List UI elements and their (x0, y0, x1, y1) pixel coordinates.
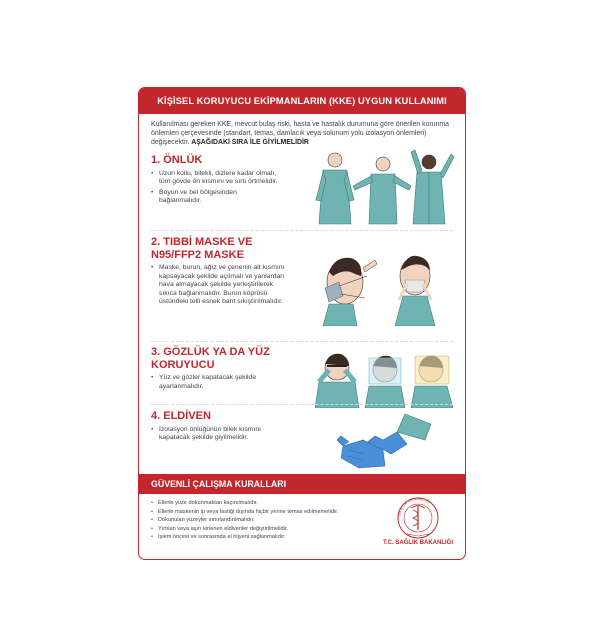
face-shield-illustration (315, 346, 455, 408)
section-bullets (151, 170, 279, 206)
section-divider (151, 341, 453, 342)
ministry-name: T.C. SAĞLIK BAKANLIĞI (383, 540, 453, 546)
gown-illustration (315, 148, 455, 228)
poster-title: KİŞİSEL KORUYUCU EKİPMANLARIN (KKE) UYGUN KULLANIMI (139, 88, 465, 114)
bullet: • İzolasyon önlüğünün bilek kısmını kapatacak şekilde giyilmelidir. (151, 426, 291, 443)
bullet: • Boyun ve bel bölgesinden bağlanmalıdır. (151, 189, 279, 206)
bullet: • Maske, burun, ağız ve çenenin alt kısmını kapsayacak şekilde açılmalı ve yanlardan hava almayacak şekilde yerleştirilerek sıkıca bağlanmalıdır. Burun köprüsü üstündeki telli esnek bant sıkıştırılmalıdır. (151, 264, 291, 307)
rule-item: • Ellerle maskenin ip veya lastiği dışında hiçbir yerine temas edilmemelidir. (151, 509, 361, 516)
gloves-illustration (335, 410, 435, 470)
section-divider (151, 404, 453, 405)
bullet: • Uzun kollu, bilekli, dizlere kadar olmalı, tüm gövde ön kısmını ve sırtı örtmelidir. (151, 170, 279, 187)
section-title: 4. ELDİVEN (151, 410, 211, 422)
safe-work-rules (151, 500, 361, 543)
safe-work-title: GÜVENLİ ÇALIŞMA KURALLARI (139, 474, 465, 494)
section-title: 2. TIBBİ MASKE VE N95/FFP2 MASKE (151, 236, 253, 261)
rule-item: • Dokunulan yüzeyler sınırlandırılmalıdır. (151, 517, 361, 524)
section-title: 1. ÖNLÜK (151, 154, 203, 166)
section-divider (151, 230, 453, 231)
logo-ring-text: SAĞLIK BAKANLIĞI (397, 496, 432, 517)
section-bullets (151, 264, 291, 307)
intro-text: Kullanılması gereken KKE, mevcut bulaş riski, hasta ve hastalık durumuna göre önerilen korunma önlemleri çerçevesinde (standart, temas, damlacık veya solunum yolu izolasyon önlemleri) değişecektir. (151, 121, 449, 146)
section-bullets (151, 426, 291, 443)
rule-item: • Ellerle yüze dokunmaktan kaçınılmalıdır. (151, 500, 361, 507)
mask-illustration (315, 246, 455, 326)
rule-item: • İşlem öncesi ve sonrasında el hijyeni sağlanmalıdır. (151, 534, 361, 541)
rule-item: • Yırtılan veya aşırı kirlenen eldivenler değiştirilmelidir. (151, 526, 361, 533)
section-title: 3. GÖZLÜK YA DA YÜZ KORUYUCU (151, 346, 270, 371)
intro-paragraph (151, 120, 453, 147)
section-bullets (151, 374, 281, 391)
poster (138, 87, 466, 560)
intro-emphasis: AŞAĞIDAKİ SIRA İLE GİYİLMELİDİR (191, 139, 309, 146)
ministry-logo (383, 496, 453, 556)
bullet: • Yüz ve gözler kapatacak şekilde ayarlanmalıdır. (151, 374, 281, 391)
caduceus-emblem-icon (383, 496, 453, 540)
